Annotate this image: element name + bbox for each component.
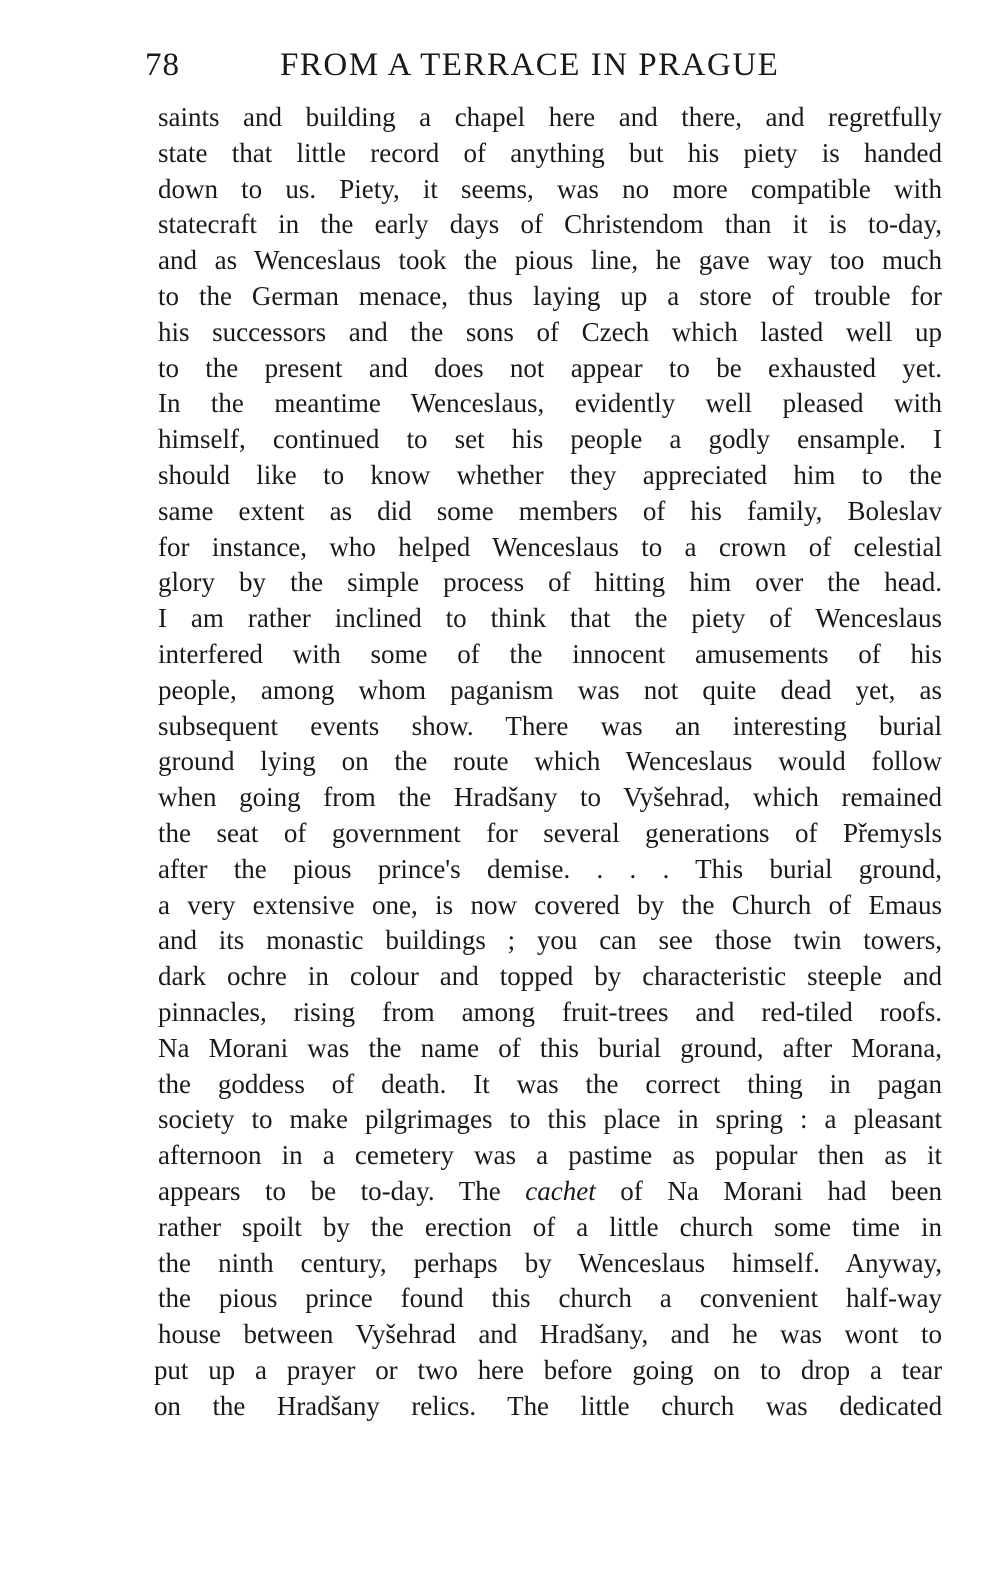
text-line: subsequent events show. There was an interesting burial [158,710,942,741]
text-line: the seat of government for several generations of Přemysls [158,817,942,848]
text-line: on the Hradšany relics. The little church was dedicated [154,1390,942,1421]
text-line: put up a prayer or two here before going on to drop a tear [154,1354,942,1385]
text-line: the goddess of death. It was the correct thing in pagan [158,1068,942,1099]
text-line: I am rather inclined to think that the piety of Wenceslaus [158,603,942,634]
text-line: afternoon in a cemetery was a pastime as popular then as it [158,1140,942,1171]
text-line: saints and building a chapel here and there, and regretfully [158,102,942,132]
text-line: when going from the Hradšany to Vyšehrad, which remained [158,782,942,813]
text-segment: of Na Morani had been [595,1175,942,1206]
text-line [158,1174,942,1210]
body-text [154,100,942,1424]
text-line: should like to know whether they appreciated him to the [158,459,942,490]
text-line: glory by the simple process of hitting him over the head. [158,567,942,598]
text-line: the pious prince found this church a convenient half-way [158,1283,942,1314]
page-header [145,40,845,90]
text-line: pinnacles, rising from among fruit-trees and red-tiled roofs. [158,996,942,1027]
text-line: ground lying on the route which Wenceslaus would follow [158,746,942,777]
text-line: society to make pilgrimages to this place in spring : a pleasant [158,1104,942,1135]
page-number: 78 [145,47,180,83]
text-line: In the meantime Wenceslaus, evidently well pleased with [158,388,942,419]
text-line: after the pious prince's demise. . . . This burial ground, [158,853,942,884]
text-line: and as Wenceslaus took the pious line, he gave way too much [158,245,942,276]
text-line: interfered with some of the innocent amusements of his [158,638,942,669]
text-line: statecraft in the early days of Christendom than it is to-day, [158,209,942,240]
text-line: his successors and the sons of Czech which lasted well up [158,316,942,347]
text-line: state that little record of anything but his piety is handed [158,137,942,168]
text-segment: appears to be to-day. The [158,1175,526,1206]
text-line: people, among whom paganism was not quite dead yet, as [158,674,942,705]
text-line: same extent as did some members of his family, Boleslav [158,495,942,526]
text-line: a very extensive one, is now covered by the Church of Emaus [158,889,942,920]
text-line: house between Vyšehrad and Hradšany, and he was wont to [158,1319,942,1350]
running-head-title: FROM A TERRACE IN PRAGUE [280,47,780,83]
italic-term: cachet [525,1175,596,1206]
text-line: for instance, who helped Wenceslaus to a crown of celestial [158,531,942,562]
text-line: Na Morani was the name of this burial ground, after Morana, [158,1032,942,1063]
text-line: dark ochre in colour and topped by characteristic steeple and [158,961,942,992]
text-line: to the present and does not appear to be exhausted yet. [158,352,942,383]
text-line: rather spoilt by the erection of a little church some time in [158,1211,942,1242]
text-line: to the German menace, thus laying up a store of trouble for [158,280,942,311]
text-line: himself, continued to set his people a godly ensample. I [158,424,942,455]
text-line: the ninth century, perhaps by Wenceslaus himself. Anyway, [158,1247,942,1278]
text-line: down to us. Piety, it seems, was no more compatible with [158,173,942,204]
text-line: and its monastic buildings ; you can see those twin towers, [158,925,942,956]
